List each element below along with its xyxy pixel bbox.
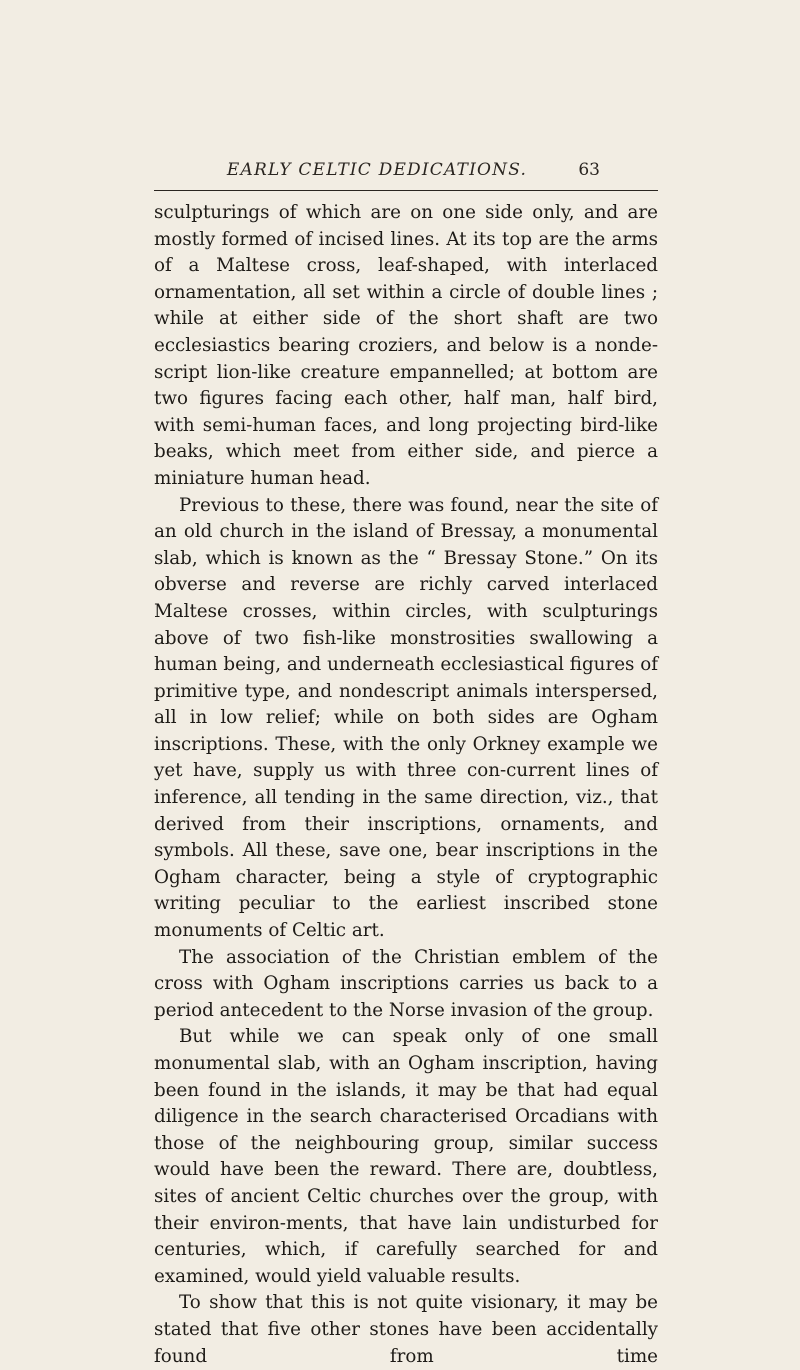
body-text <box>154 200 658 1370</box>
paragraph-christian-emblem: The association of the Christian emblem of the cross with Ogham inscriptions carries us back to a period antecedent to the Norse invasion of the group. <box>154 946 658 1021</box>
paragraph-ogham-search: But while we can speak only of one small monumental slab, with an Ogham inscription, having been found in the islands, it may be that had equal diligence in the search characterised Orcadians with those of the neighbouring group, similar success would have been the reward. There are, doubtless, sites of ancient Celtic churches over the group, with their environ-ments, that have lain undisturbed for centuries, which, if carefully searched for and examined, would yield valuable results. <box>154 1026 658 1287</box>
page-number: 63 <box>578 160 600 180</box>
paragraph-continued: sculpturings of which are on one side only, and are mostly formed of incised lines. At its top are the arms of a Maltese cross, leaf-shaped, with interlaced ornamentation, all set within a circle of double lines ; while at either side of the short shaft are two ecclesiastics bearing croziers, and below is a nonde-script lion-like creature empannelled; at bottom are two figures facing each other, half man, half bird, with semi-human faces, and long projecting bird-like beaks, which meet from either side, and pierce a miniature human head. <box>154 202 658 489</box>
running-title: EARLY CELTIC DEDICATIONS. <box>226 160 528 180</box>
header-rule <box>154 190 658 191</box>
paragraph-bressay-stone: Previous to these, there was found, near the site of an old church in the island of Bressay, a monumental slab, which is known as the “ Bressay Stone.” On its obverse and reverse are richly carved interlaced Maltese crosses, within circles, with sculpturings above of two fish-like monstrosities swallowing a human being, and underneath ecclesiastical figures of primitive type, and nondescript animals interspersed, all in low relief; while on both sides are Ogham inscriptions. These, with the only Orkney example we yet have, supply us with three con-current lines of inference, all tending in the same direction, viz., that derived from their inscriptions, ornaments, and symbols. All these, save one, bear inscriptions in the Ogham character, being a style of cryptographic writing peculiar to the earliest inscribed stone monuments of Celtic art. <box>154 494 658 942</box>
paragraph-five-stones: To show that this is not quite visionary, it may be stated that five other stones have been accidentally found from time <box>154 1292 658 1367</box>
running-head <box>154 160 600 188</box>
